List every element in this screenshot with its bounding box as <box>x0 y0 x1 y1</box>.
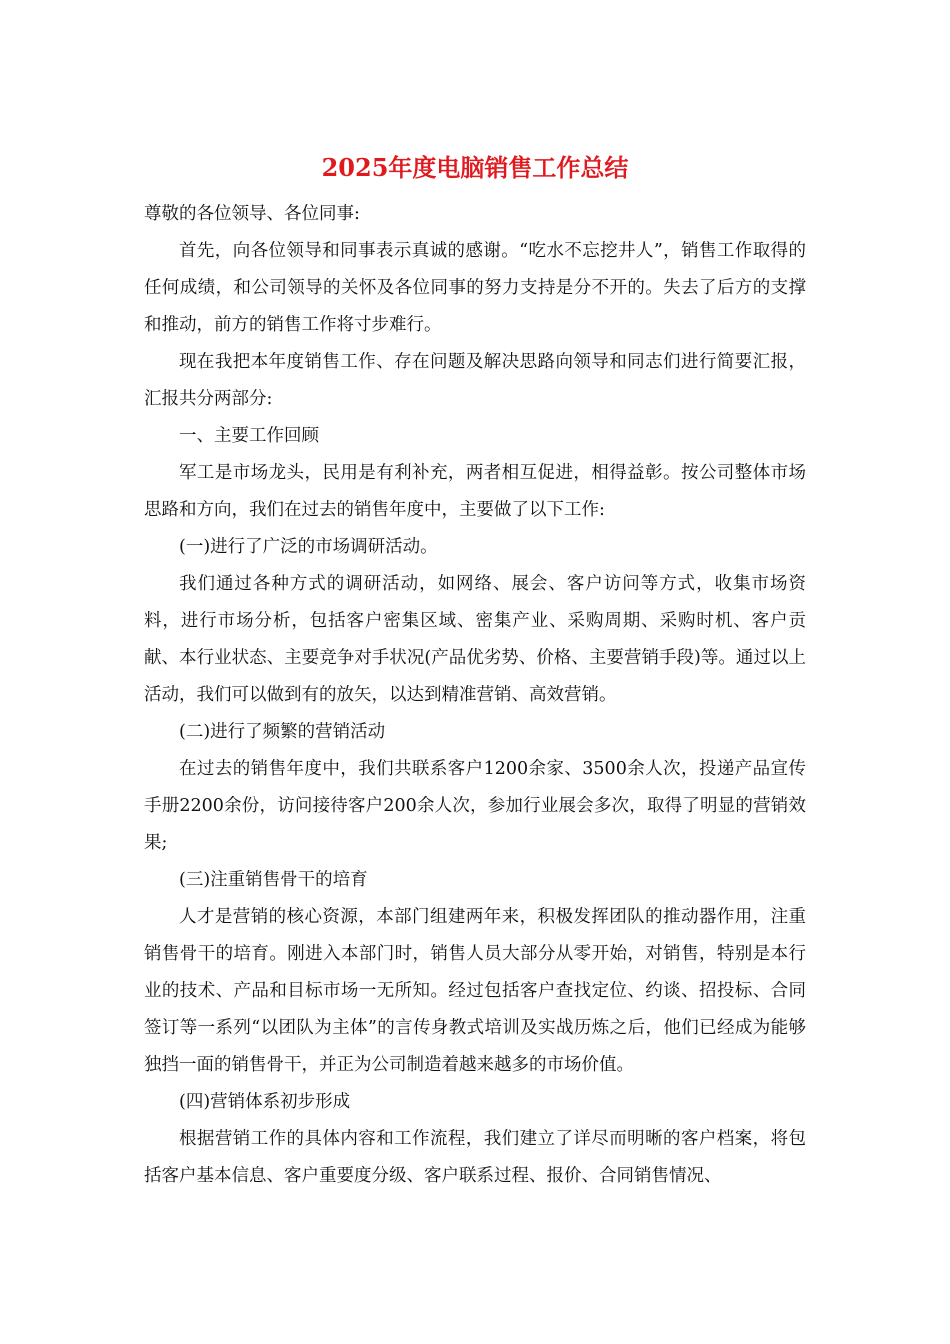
document-body <box>144 196 806 1195</box>
body-paragraph: 在过去的销售年度中，我们共联系客户1200余家、3500余人次，投递产品宣传手册2200余份，访问接待客户200余人次，参加行业展会多次，取得了明显的营销效果; <box>144 759 806 853</box>
body-paragraph: (一)进行了广泛的市场调研活动。 <box>179 537 438 557</box>
body-paragraph: 军工是市场龙头，民用是有利补充，两者相互促进，相得益彰。按公司整体市场思路和方向，我们在过去的销售年度中，主要做了以下工作: <box>144 463 806 520</box>
body-paragraph: (三)注重销售骨干的培育 <box>179 870 368 890</box>
body-paragraph: (四)营销体系初步形成 <box>179 1092 351 1112</box>
body-paragraph: 一、主要工作回顾 <box>179 426 319 446</box>
document-title: 2025年度电脑销售工作总结 <box>321 153 629 182</box>
body-paragraph: 根据营销工作的具体内容和工作流程，我们建立了详尽而明晰的客户档案，将包括客户基本信息、客户重要度分级、客户联系过程、报价、合同销售情况、 <box>144 1129 806 1186</box>
body-paragraph: 首先，向各位领导和同事表示真诚的感谢。“吃水不忘挖井人”，销售工作取得的任何成绩，和公司领导的关怀及各位同事的努力支持是分不开的。失去了后方的支撑和推动，前方的销售工作将寸步难行。 <box>144 241 806 335</box>
body-paragraph: 尊敬的各位领导、各位同事: <box>144 204 360 224</box>
body-paragraph: 人才是营销的核心资源，本部门组建两年来，积极发挥团队的推动器作用，注重销售骨干的培育。刚进入本部门时，销售人员大部分从零开始，对销售，特别是本行业的技术、产品和目标市场一无所知。经过包括客户查找定位、约谈、招投标、合同签订等一系列“以团队为主体”的言传身教式培训及实战历炼之后，他们已经成为能够独挡一面的销售骨干，并正为公司制造着越来越多的市场价值。 <box>144 907 806 1075</box>
body-paragraph: 我们通过各种方式的调研活动，如网络、展会、客户访问等方式，收集市场资料，进行市场分析，包括客户密集区域、密集产业、采购周期、采购时机、客户贡献、本行业状态、主要竞争对手状况(产品优劣势、价格、主要营销手段)等。通过以上活动，我们可以做到有的放矢，以达到精准营销、高效营销。 <box>144 574 806 705</box>
body-paragraph: (二)进行了频繁的营销活动 <box>179 722 386 742</box>
body-paragraph: 现在我把本年度销售工作、存在问题及解决思路向领导和同志们进行简要汇报，汇报共分两部分: <box>144 352 806 409</box>
